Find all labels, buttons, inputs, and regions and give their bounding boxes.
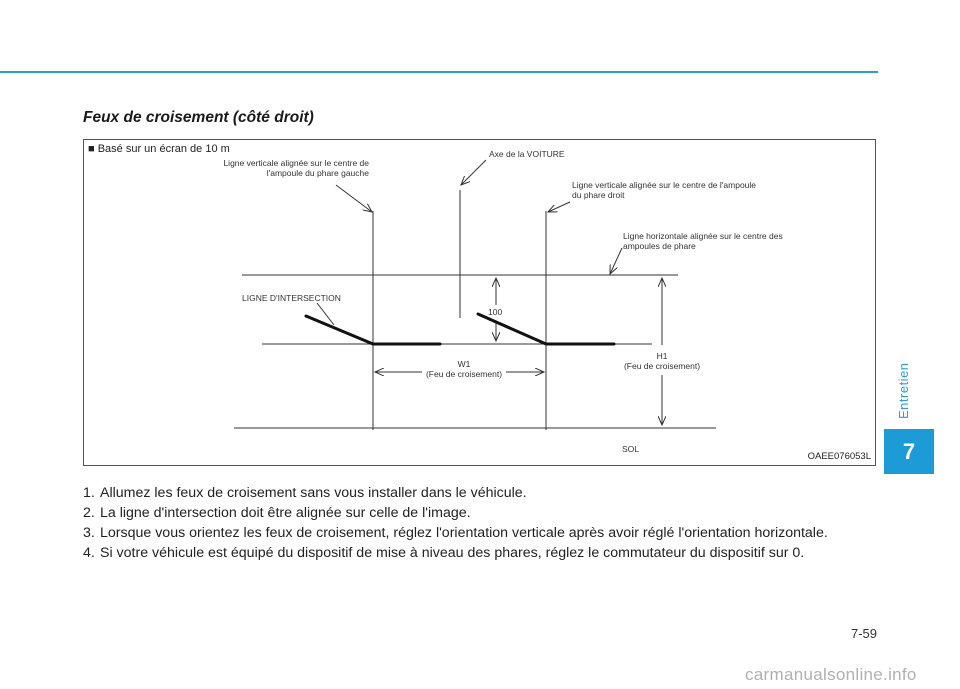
- car-axis-leader-arrow: [461, 160, 486, 185]
- step-number: 3.: [83, 525, 95, 541]
- right-lamp-leader-arrow: [548, 202, 570, 212]
- horizontal-line-label: [623, 231, 783, 251]
- w1-label: [419, 359, 509, 379]
- horizontal-line-leader-arrow: [610, 248, 622, 274]
- right-lamp-label: [572, 180, 756, 200]
- figure-note: [88, 143, 230, 155]
- horizontal-line-label-line2: ampoules de phare: [623, 241, 696, 251]
- step-number: 1.: [83, 485, 95, 501]
- headlamp-aiming-figure: [83, 139, 876, 466]
- intersection-label: LIGNE D'INTERSECTION: [242, 293, 341, 303]
- figure-code: OAEE076053L: [807, 451, 871, 462]
- left-lamp-label-line1: Ligne verticale alignée sur le centre de: [223, 158, 369, 168]
- left-lamp-label-line2: l'ampoule du phare gauche: [266, 168, 369, 178]
- step-text: Allumez les feux de croisement sans vous installer dans le véhicule.: [100, 485, 527, 501]
- chapter-tab-label: Entretien: [896, 362, 911, 420]
- step-item: [83, 544, 878, 563]
- ground-label: SOL: [622, 444, 640, 454]
- aiming-diagram: [84, 140, 877, 467]
- step-number: 4.: [83, 545, 95, 561]
- dimension-100-label: 100: [488, 307, 503, 317]
- left-lamp-label: [223, 158, 369, 178]
- w1-label-title: W1: [457, 359, 471, 369]
- horizontal-line-label-line1: Ligne horizontale alignée sur le centre des: [623, 231, 783, 241]
- step-item: [83, 484, 878, 503]
- chapter-tab-number: 7: [884, 429, 934, 474]
- figure-note-text: Basé sur un écran de 10 m: [97, 143, 230, 155]
- h1-label-title: H1: [656, 351, 668, 361]
- h1-label-sub: (Feu de croisement): [623, 361, 701, 371]
- right-lamp-label-line1: Ligne verticale alignée sur le centre de l'ampoule: [572, 180, 757, 190]
- h1-label: [617, 351, 707, 371]
- instruction-steps: [83, 484, 878, 564]
- step-text: Si votre véhicule est équipé du dispositif de mise à niveau des phares, réglez le commutateur du dispositif sur 0.: [100, 545, 805, 561]
- square-bullet-icon: ■: [88, 143, 95, 155]
- step-text: Lorsque vous orientez les feux de croisement, réglez l'orientation verticale après avoir réglé l'orientation horizontale.: [100, 525, 828, 541]
- top-rule: [0, 71, 878, 73]
- right-lamp-label-line2: du phare droit: [572, 190, 625, 200]
- section-title: Feux de croisement (côté droit): [83, 109, 314, 126]
- step-number: 2.: [83, 505, 95, 521]
- left-lamp-leader-arrow: [336, 185, 372, 212]
- step-item: [83, 524, 878, 543]
- watermark: carmanualsonline.info: [745, 665, 917, 684]
- step-text: La ligne d'intersection doit être alignée sur celle de l'image.: [100, 505, 471, 521]
- page-number: 7-59: [851, 626, 878, 641]
- step-item: [83, 504, 878, 523]
- w1-label-sub: (Feu de croisement): [425, 369, 503, 379]
- car-axis-label: Axe de la VOITURE: [489, 149, 565, 159]
